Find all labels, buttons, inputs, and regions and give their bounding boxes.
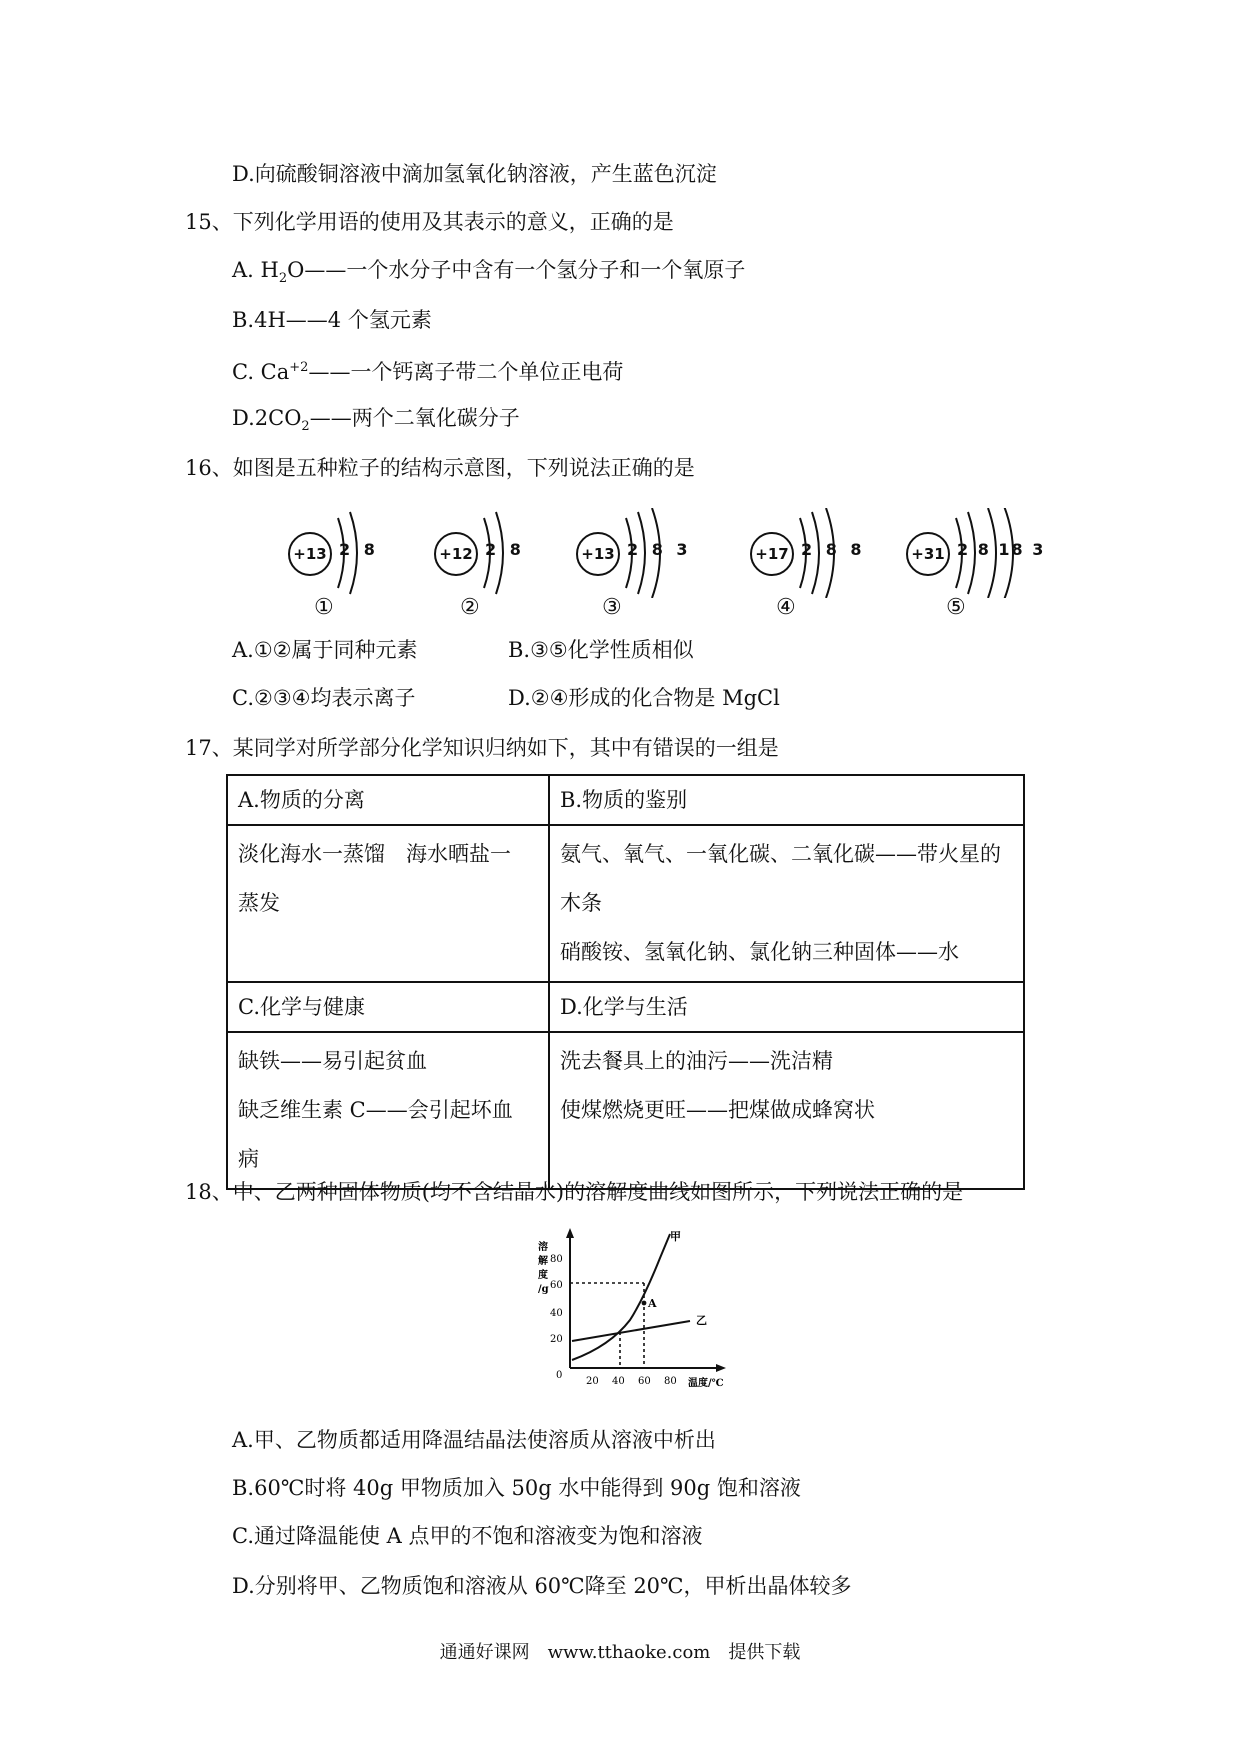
- cell-line: 淡化海水一蒸馏 海水晒盐一: [238, 842, 511, 866]
- nucleus: +13: [576, 532, 620, 576]
- q16-option-a: A.①②属于同种元素: [232, 638, 418, 662]
- shell-electrons: 2 8: [485, 540, 525, 559]
- nucleus: +17: [750, 532, 794, 576]
- atom-diagram-3: [572, 502, 702, 622]
- y-tick: 0: [556, 1370, 563, 1381]
- point-a-label: A: [648, 1297, 657, 1310]
- q15-option-a: A. $H_2O——$一个水分子中含有一个氢分子和一个氧原子: [232, 258, 746, 287]
- diagram-label: ④: [776, 595, 796, 620]
- table-cell: [227, 825, 549, 982]
- y-label-2: 解: [538, 1256, 548, 1267]
- series-label-jia: 甲: [670, 1230, 681, 1243]
- x-tick: 20: [586, 1376, 599, 1387]
- atom-diagram-2: [430, 502, 560, 622]
- q16-option-d: D.②④形成的化合物是 MgCl: [508, 686, 780, 710]
- series-label-yi: 乙: [696, 1314, 707, 1327]
- q16-option-b: B.③⑤化学性质相似: [508, 638, 694, 662]
- y-axis-arrow: [566, 1228, 574, 1238]
- q18-option-d: D.分别将甲、乙物质饱和溶液从 60℃降至 20℃，甲析出晶体较多: [232, 1574, 852, 1598]
- q15-option-d: $D.2CO_2——$两个二氧化碳分子: [232, 406, 520, 435]
- table-row: [227, 982, 1024, 1032]
- nucleus: +13: [288, 532, 332, 576]
- cell-line: 缺乏维生素 C——会引起坏血: [238, 1098, 513, 1122]
- q14-option-d: D.向硫酸铜溶液中滴加氢氧化钠溶液，产生蓝色沉淀: [232, 162, 717, 186]
- q18-option-c: C.通过降温能使 A 点甲的不饱和溶液变为饱和溶液: [232, 1524, 703, 1548]
- y-tick: 60: [550, 1280, 563, 1291]
- cell-line: 使煤燃烧更旺——把煤做成蜂窝状: [560, 1098, 875, 1122]
- table-cell: C.化学与健康: [227, 982, 549, 1032]
- footer-source: 通通好课网 www.tthaoke.com 提供下载: [439, 1642, 801, 1663]
- atom-diagram-4: [746, 502, 876, 622]
- q18-stem: 18、中、乙两种固体物质(均不含结晶水)的溶解度曲线如图所示，下列说法正确的是: [185, 1180, 964, 1204]
- y-label-3: 度: [538, 1270, 548, 1281]
- cell-line: 硝酸铵、氢氧化钠、氯化钠三种固体——水: [560, 940, 959, 964]
- atom-diagram-1: [284, 502, 414, 622]
- diagram-label: ⑤: [946, 595, 966, 620]
- x-axis-label: 温度/℃: [688, 1378, 724, 1389]
- diagram-label: ③: [602, 595, 622, 620]
- q16-option-c: C.②③④均表示离子: [232, 686, 416, 710]
- point-a: [642, 1301, 647, 1306]
- cell-line: 缺铁——易引起贫血: [238, 1049, 427, 1073]
- diagram-label: ①: [314, 595, 334, 620]
- curve-yi: [572, 1321, 690, 1341]
- y-tick: 20: [550, 1334, 563, 1345]
- shell-electrons: 2 8 3: [627, 540, 692, 559]
- x-tick: 60: [638, 1376, 651, 1387]
- q15-stem: 15、下列化学用语的使用及其表示的意义，正确的是: [185, 210, 674, 234]
- atom-structure-diagrams: [270, 502, 1060, 622]
- x-tick: 80: [664, 1376, 677, 1387]
- shell-electrons: 2 8 18 3: [957, 540, 1046, 559]
- table-cell: [227, 1032, 549, 1189]
- x-tick: 40: [612, 1376, 625, 1387]
- nucleus: +31: [906, 532, 950, 576]
- q16-stem: 16、如图是五种粒子的结构示意图，下列说法正确的是: [185, 456, 695, 480]
- cell-line: 洗去餐具上的油污——洗洁精: [560, 1049, 833, 1073]
- table-row: [227, 775, 1024, 825]
- q15-option-c: C. $Ca^{+2}——$一个钙离子带二个单位正电荷: [232, 360, 624, 384]
- table-cell: D.化学与生活: [549, 982, 1024, 1032]
- cell-line: 氨气、氧气、一氧化碳、二氧化碳——带火星的: [560, 842, 1001, 866]
- q17-summary-table: [226, 774, 1025, 1190]
- y-label-1: 溶: [538, 1242, 548, 1253]
- x-axis-arrow: [716, 1364, 726, 1372]
- table-cell: A.物质的分离: [227, 775, 549, 825]
- table-row: [227, 825, 1024, 982]
- y-tick: 40: [550, 1308, 563, 1319]
- table-cell: [549, 825, 1024, 982]
- nucleus: +12: [434, 532, 478, 576]
- q18-option-a: A.甲、乙物质都适用降温结晶法使溶质从溶液中析出: [232, 1428, 716, 1452]
- table-cell: [549, 1032, 1024, 1189]
- q17-stem: 17、某同学对所学部分化学知识归纳如下，其中有错误的一组是: [185, 736, 779, 760]
- y-tick: 80: [550, 1254, 563, 1265]
- table-row: [227, 1032, 1024, 1189]
- cell-line: 病: [238, 1147, 259, 1171]
- diagram-label: ②: [460, 595, 480, 620]
- cell-line: 木条: [560, 891, 602, 915]
- atom-diagram-5: [902, 502, 1052, 622]
- q18-option-b: B.60℃时将 40g 甲物质加入 50g 水中能得到 90g 饱和溶液: [232, 1476, 801, 1500]
- q15-option-b: B.4H——4 个氢元素: [232, 308, 432, 332]
- shell-electrons: 2 8: [339, 540, 379, 559]
- y-label-4: /g: [538, 1284, 549, 1295]
- cell-line: 蒸发: [238, 891, 280, 915]
- solubility-chart: [520, 1228, 780, 1398]
- shell-electrons: 2 8 8: [801, 540, 866, 559]
- table-cell: B.物质的鉴别: [549, 775, 1024, 825]
